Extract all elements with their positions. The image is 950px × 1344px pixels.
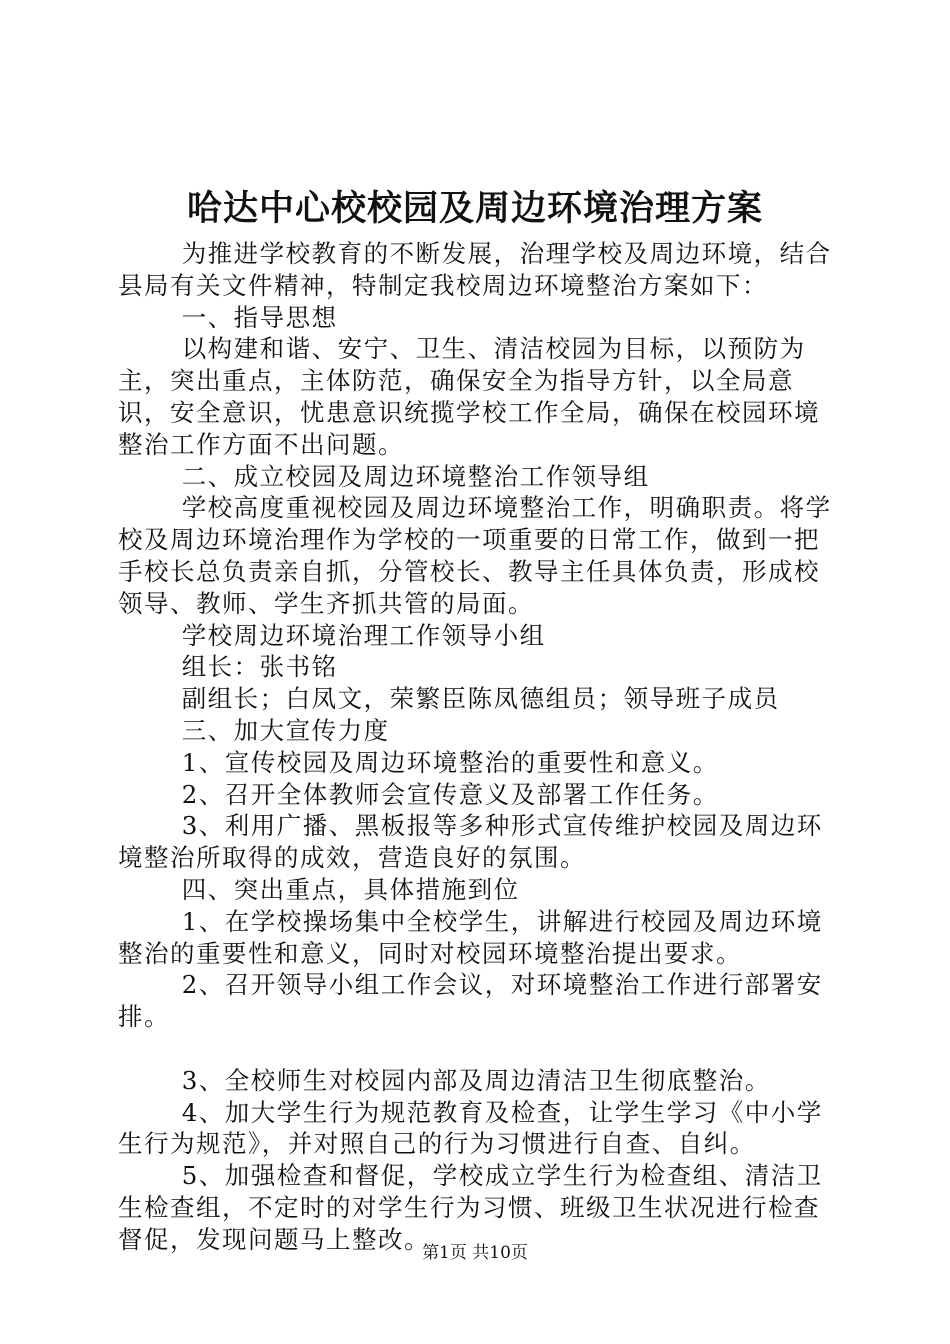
- publicity-item-1: 1、宣传校园及周边环境整治的重要性和意义。: [181, 747, 719, 777]
- paragraph-leadership-group: 学校高度重视校园及周边环境整治工作，明确职责。将学校及周边环境治理作为学校的一项重要的日常工作，做到一把手校长总负责亲自抓，分管校长、教导主任具体负责，形成校领导、教师、学生齐抓共管的局面。: [118, 493, 832, 618]
- section-heading-publicity: 三、加大宣传力度: [181, 715, 390, 745]
- measure-item-3: 3、全校师生对校园内部及周边清洁卫生彻底整治。: [181, 1065, 771, 1095]
- leadership-group-title: 学校周边环境治理工作领导小组: [181, 620, 546, 650]
- publicity-item-3: 3、利用广播、黑板报等多种形式宣传维护校园及周边环境整治所取得的成效，营造良好的氛围。: [118, 811, 823, 873]
- measure-item-1: 1、在学校操场集中全校学生，讲解进行校园及周边环境整治的重要性和意义，同时对校园环境整治提出要求。: [118, 906, 823, 968]
- measure-item-2: 2、召开领导小组工作会议，对环境整治工作进行部署安排。: [118, 970, 823, 1032]
- measure-item-5: 5、加强检查和督促，学校成立学生行为检查组、清洁卫生检查组，不定时的对学生行为习惯、班级卫生状况进行检查督促，发现问题马上整改。: [118, 1161, 823, 1254]
- section-heading-leadership-group: 二、成立校园及周边环境整治工作领导组: [181, 461, 650, 491]
- paragraph-guiding-idea: 以构建和谐、安宁、卫生、清洁校园为目标，以预防为主，突出重点，主体防范，确保安全为指导方针，以全局意识，安全意识，忧患意识统揽学校工作全局，确保在校园环境整治工作方面不出问题。: [118, 334, 820, 459]
- intro-paragraph: 为推进学校教育的不断发展，治理学校及周边环境，结合县局有关文件精神，特制定我校周边环境整治方案如下：: [118, 239, 832, 300]
- measure-item-4: 4、加大学生行为规范教育及检查，让学生学习《中小学生行为规范》，并对照自己的行为习惯进行自查、自纠。: [118, 1097, 823, 1159]
- document-body: [118, 238, 836, 1256]
- deputy-leader-line: 副组长；白凤文，荣繁臣陈凤德组员；领导班子成员: [181, 684, 780, 714]
- page-footer: 第1页 共10页: [422, 1243, 528, 1263]
- publicity-item-2: 2、召开全体教师会宣传意义及部署工作任务。: [181, 779, 719, 809]
- section-heading-key-measures: 四、突出重点，具体措施到位: [181, 874, 520, 904]
- document-title: 哈达中心校校园及周边环境治理方案: [186, 188, 763, 229]
- group-leader-line: 组长：张书铭: [181, 652, 338, 682]
- section-heading-guiding-idea: 一、指导思想: [181, 302, 338, 332]
